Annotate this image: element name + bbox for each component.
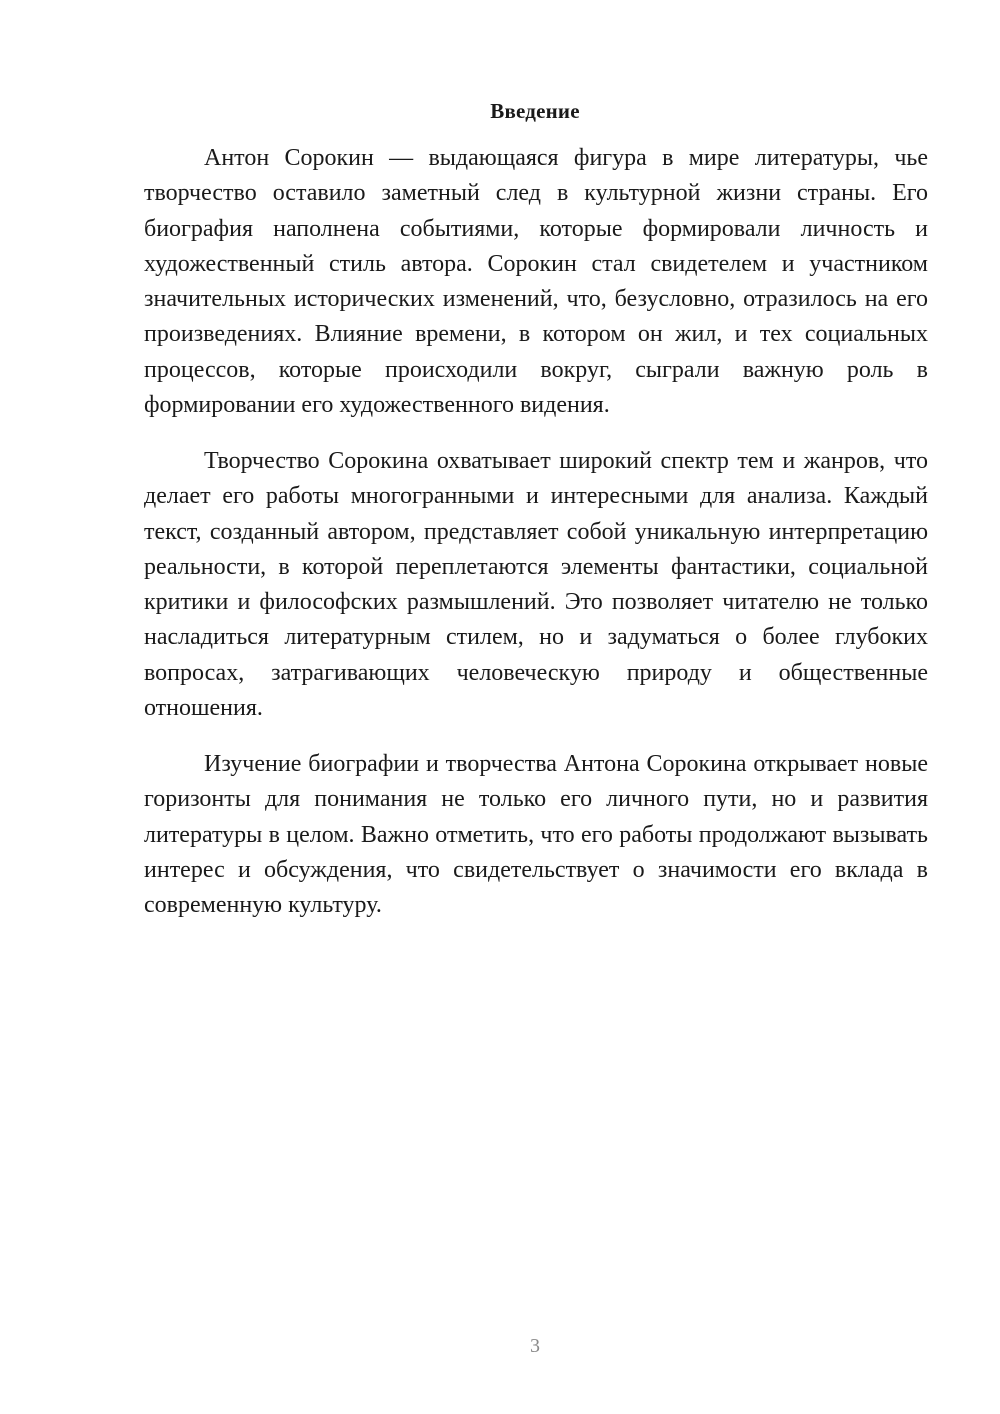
paragraph-3: Изучение биографии и творчества Антона Сорокина открывает новые горизонты для понимания не только его личного пути, но и развития литературы в целом. Важно отметить, что его работы продолжают вызывать интерес и обсуждения, что свидетельствует о значимости его вклада в современную культуру. (144, 751, 928, 919)
page-number: 3 (530, 1335, 540, 1357)
paragraph-2: Творчество Сорокина охватывает широкий спектр тем и жанров, что делает его работы многогранными и интересными для анализа. Каждый текст, созданный автором, представляет собой уникальную интерпретацию реальности, в которой переплетаются элементы фантастики, социальной критики и философских размышлений. Это позволяет читателю не только насладиться литературным стилем, но и задуматься о более глубоких вопросах, затрагивающих человеческую природу и общественные отношения. (144, 448, 928, 722)
paragraph-1: Антон Сорокин — выдающаяся фигура в мире литературы, чье творчество оставило заметный след в культурной жизни страны. Его биография наполнена событиями, которые формировали личность и художественный стиль автора. Сорокин стал свидетелем и участником значительных исторических изменений, что, безусловно, отразилось на его произведениях. Влияние времени, в котором он жил, и тех социальных процессов, которые происходили вокруг, сыграли важную роль в формировании его художественного видения. (144, 145, 928, 419)
section-heading: Введение (490, 99, 580, 123)
